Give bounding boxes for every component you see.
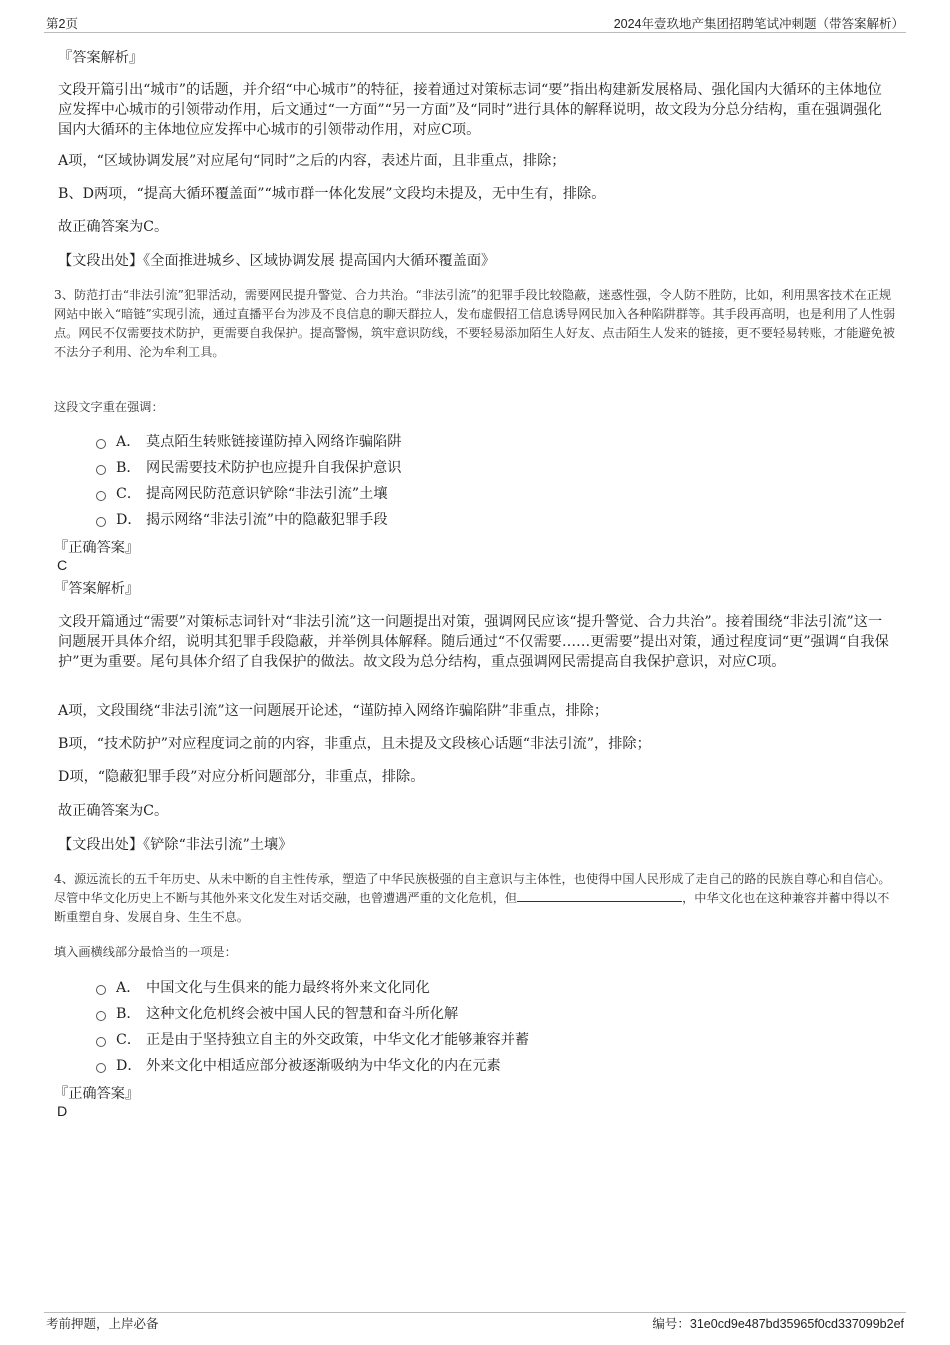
q3-option-d[interactable] xyxy=(96,510,388,530)
footer-serial: 编号：31e0cd9e487bd35965f0cd337099b2ef xyxy=(652,1317,904,1331)
q3-line-d: D项，“隐蔽犯罪手段”对应分析问题部分，非重点，排除。 xyxy=(58,769,425,785)
option-text: 正是由于坚持独立自主的外交政策，中华文化才能够兼容并蓄 xyxy=(146,1032,530,1048)
q3-prompt: 这段文字重在强调： xyxy=(54,400,164,414)
q3-correct-heading: 『正确答案』 xyxy=(54,540,140,556)
footer-slogan: 考前押题，上岸必备 xyxy=(46,1317,159,1331)
option-letter: D． xyxy=(116,512,142,528)
q3-option-c[interactable] xyxy=(96,484,388,504)
q3-analysis-text: 文段开篇通过“需要”对策标志词针对“非法引流”这一问题提出对策，强调网民应该“提升警觉、合力共治”。接着围绕“非法引流”这一问题展开具体介绍，说明其犯罪手段隐蔽，并举例具体解释。随后通过“不仅需要……更需要”提出对策，通过程度词“更”强调“自我保护”更为重要。尾句具体介绍了自我保护的做法。故文段为总分结构，重点强调网民需提高自我保护意识，对应C项。 xyxy=(58,614,889,670)
radio-icon[interactable] xyxy=(96,1011,106,1021)
footer-divider xyxy=(44,1312,906,1313)
q2-line-a: A项，“区域协调发展”对应尾句“同时”之后的内容，表述片面，且非重点，排除； xyxy=(58,153,566,169)
option-text: 中国文化与生俱来的能力最终将外来文化同化 xyxy=(146,980,430,996)
q4-option-b[interactable] xyxy=(96,1004,458,1024)
q2-analysis-text: 文段开篇引出“城市”的话题，并介绍“中心城市”的特征，接着通过对策标志词“要”指出构建新发展格局、强化国内大循环的主体地位应发挥中心城市的引领带动作用，后文通过“一方面”“另一方面”及“同时”进行具体的解释说明，故文段为分总分结构，重在强调强化国内大循环的主体地位应发挥中心城市的引领带动作用，对应C项。 xyxy=(58,82,882,138)
q4-option-c[interactable] xyxy=(96,1030,529,1050)
q4-option-a[interactable] xyxy=(96,978,430,998)
page-number: 第2页 xyxy=(46,17,78,31)
q3-line-a: A项，文段围绕“非法引流”这一问题展开论述，“谨防掉入网络诈骗陷阱”非重点，排除； xyxy=(58,703,609,719)
q3-option-b[interactable] xyxy=(96,458,401,478)
q2-analysis-heading: 『答案解析』 xyxy=(58,50,144,66)
q4-stem xyxy=(54,870,900,927)
radio-icon[interactable] xyxy=(96,985,106,995)
option-text: 网民需要技术防护也应提升自我保护意识 xyxy=(146,460,402,476)
radio-icon[interactable] xyxy=(96,491,106,501)
q2-conclusion: 故正确答案为C。 xyxy=(58,219,169,235)
q4-prompt: 填入画横线部分最恰当的一项是： xyxy=(54,945,237,959)
document-title: 2024年壹玖地产集团招聘笔试冲刺题（带答案解析） xyxy=(613,17,904,31)
q4-option-d[interactable] xyxy=(96,1056,501,1076)
option-letter: C． xyxy=(116,1032,142,1048)
option-letter: B． xyxy=(116,460,141,476)
fill-in-blank xyxy=(517,889,682,902)
option-letter: C． xyxy=(116,486,142,502)
q3-correct-answer: C xyxy=(57,558,68,574)
header-divider xyxy=(44,32,906,33)
radio-icon[interactable] xyxy=(96,1037,106,1047)
q4-correct-answer: D xyxy=(57,1104,68,1120)
q3-stem: 3、防范打击“非法引流”犯罪活动，需要网民提升警觉、合力共治。“非法引流”的犯罪手段比较隐蔽，迷惑性强，令人防不胜防，比如，利用黑客技术在正规网站中嵌入“暗链”实现引流，通过直播平台为涉及不良信息的聊天群拉人，发布虚假招工信息诱导网民加入各种陷阱群等。其手段再高明，也是利用了人性弱点。网民不仅需要技术防护，更需要自我保护。提高警惕，筑牢意识防线，不要轻易添加陌生人好友、点击陌生人发来的链接，更不要轻易转账，才能避免被不法分子利用、沦为牟利工具。 xyxy=(54,288,896,359)
radio-icon[interactable] xyxy=(96,465,106,475)
option-text: 莫点陌生转账链接谨防掉入网络诈骗陷阱 xyxy=(146,434,402,450)
option-text: 外来文化中相适应部分被逐渐吸纳为中华文化的内在元素 xyxy=(146,1058,501,1074)
q3-option-a[interactable] xyxy=(96,432,401,452)
option-letter: A． xyxy=(116,434,141,450)
q3-source: 【文段出处】《铲除“非法引流”土壤》 xyxy=(58,837,293,853)
q4-correct-heading: 『正确答案』 xyxy=(54,1086,140,1102)
q3-conclusion: 故正确答案为C。 xyxy=(58,803,169,819)
q3-analysis-heading: 『答案解析』 xyxy=(54,581,140,597)
q4-stem-before: 4、源远流长的五千年历史、从未中断的自主性传承，塑造了中华民族极强的自主意识与主体性，也使得中国人民形成了走自己的路的民族自尊心和自信心。尽管中华文化历史上不断与其他外来文化发生对话交融，也曾遭遇严重的文化危机，但 xyxy=(54,872,891,905)
option-text: 提高网民防范意识铲除“非法引流”土壤 xyxy=(146,486,388,502)
q2-source: 【文段出处】《全面推进城乡、区域协调发展 提高国内大循环覆盖面》 xyxy=(58,253,496,269)
option-text: 揭示网络“非法引流”中的隐蔽犯罪手段 xyxy=(146,512,388,528)
q2-line-bd: B、D两项，“提高大循环覆盖面”“城市群一体化发展”文段均未提及，无中生有，排除。 xyxy=(58,186,606,202)
option-text: 这种文化危机终会被中国人民的智慧和奋斗所化解 xyxy=(146,1006,459,1022)
option-letter: A． xyxy=(116,980,141,996)
option-letter: D． xyxy=(116,1058,142,1074)
radio-icon[interactable] xyxy=(96,439,106,449)
radio-icon[interactable] xyxy=(96,1063,106,1073)
option-letter: B． xyxy=(116,1006,141,1022)
q4-stem-after: ，中华文化也在这种兼容并蓄中得以不断重塑自身、发展自身、生生不息。 xyxy=(54,891,890,924)
radio-icon[interactable] xyxy=(96,517,106,527)
q3-line-b: B项，“技术防护”对应程度词之前的内容，非重点，且未提及文段核心话题“非法引流”，排除； xyxy=(58,736,651,752)
